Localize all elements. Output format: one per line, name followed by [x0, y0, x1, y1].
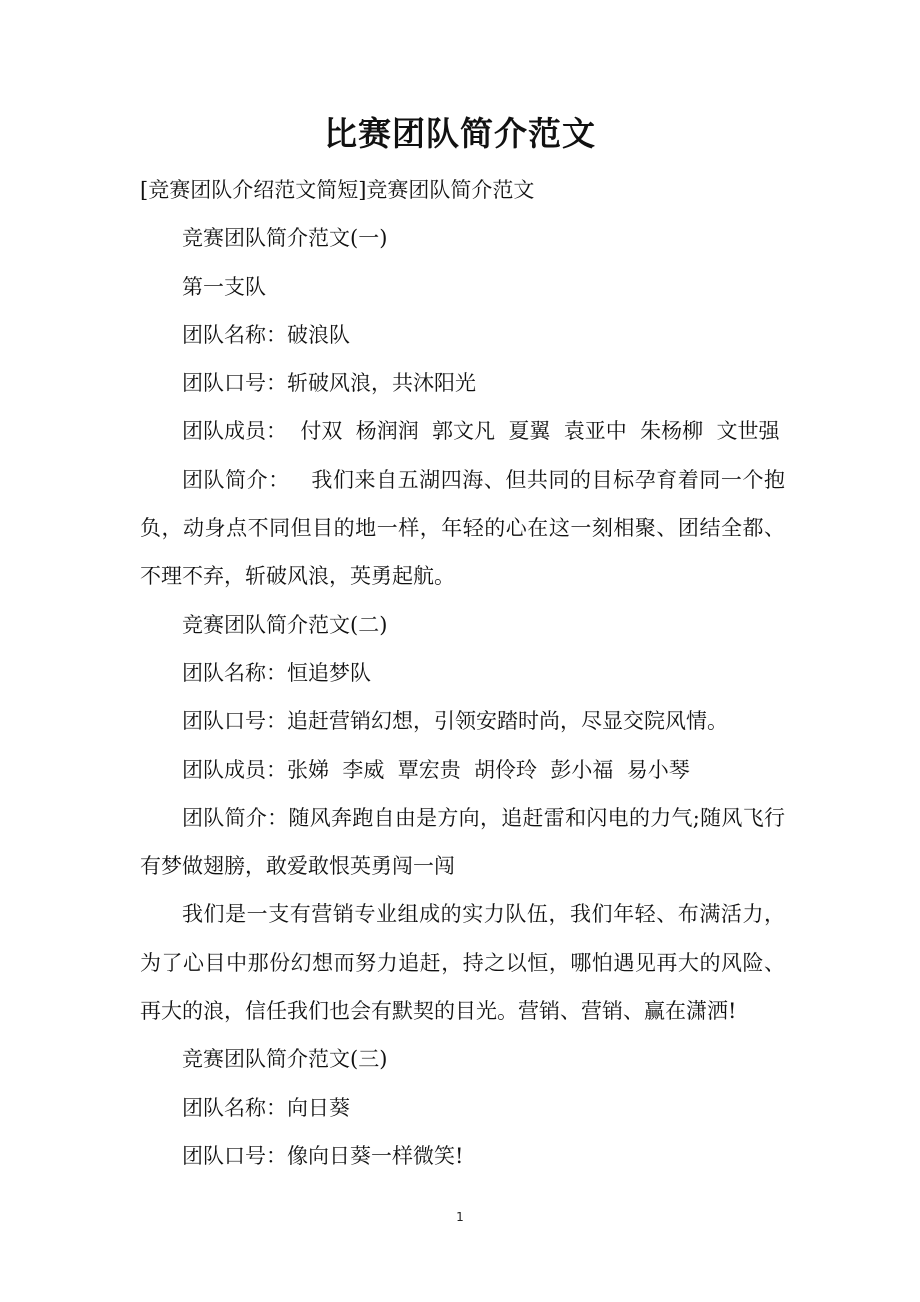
team-description-2: 我们是一支有营销专业组成的实力队伍，我们年轻、布满活力，为了心目中那份幻想而努力追赶，持之以恒，哪怕遇见再大的风险、再大的浪，信任我们也会有默契的目光。营销、营销、赢在潇洒!: [140, 902, 785, 1024]
page-number: 1: [456, 1210, 464, 1224]
team-slogan-2: 团队口号：追赶营销幻想，引领安踏时尚，尽显交院风情。: [182, 709, 728, 734]
team-slogan-1: 团队口号：斩破风浪，共沐阳光: [182, 371, 476, 396]
team-slogan-3: 团队口号：像向日葵一样微笑!: [182, 1143, 464, 1168]
document-body: [140, 166, 785, 1180]
team-intro-2: 团队简介：随风奔跑自由是方向，追赶雷和闪电的力气;随风飞行有梦做翅膀，敢爱敢恨英勇闯一闯: [140, 805, 785, 879]
section-heading-3: 竞赛团队简介范文(三): [182, 1047, 388, 1072]
subtitle-line: [竞赛团队介绍范文简短]竞赛团队简介范文: [140, 178, 535, 202]
document-title: 比赛团队简介范文: [324, 114, 596, 153]
section-heading-1: 竞赛团队简介范文(一): [182, 226, 388, 251]
team-label-1: 第一支队: [182, 274, 266, 299]
team-name-3: 团队名称：向日葵: [182, 1095, 350, 1120]
team-intro-1: 团队简介： 我们来自五湖四海、但共同的目标孕育着同一个抱负，动身点不同但目的地一样，年轻的心在这一刻相聚、团结全都、不理不弃，斩破风浪，英勇起航。: [140, 467, 785, 589]
team-name-2: 团队名称：恒追梦队: [182, 660, 371, 685]
team-members-2: 团队成员：张娣 李威 覃宏贵 胡伶玲 彭小福 易小琴: [182, 757, 690, 782]
section-heading-2: 竞赛团队简介范文(二): [182, 612, 388, 637]
team-members-1: 团队成员： 付双 杨润润 郭文凡 夏翼 袁亚中 朱杨柳 文世强: [182, 419, 780, 444]
team-name-1: 团队名称：破浪队: [182, 322, 350, 347]
